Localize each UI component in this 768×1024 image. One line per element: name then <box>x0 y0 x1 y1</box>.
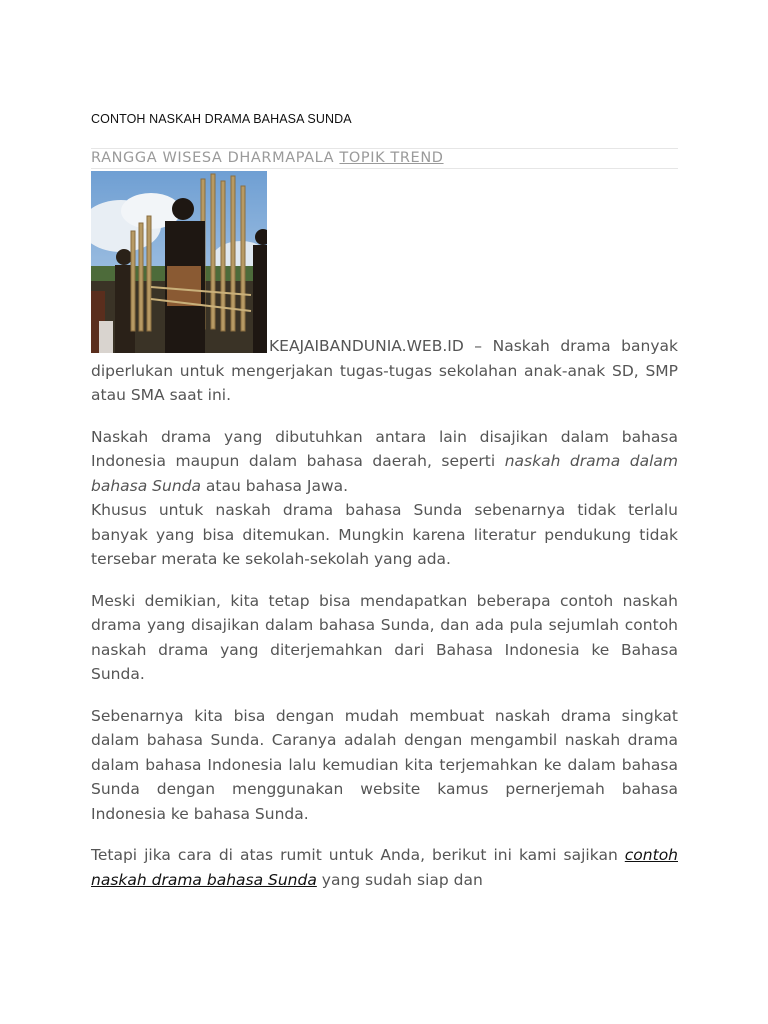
source-site: KEAJAIBANDUNIA.WEB.ID <box>269 337 464 355</box>
paragraph-5: Sebenarnya kita bisa dengan mudah membuat naskah drama singkat dalam bahasa Sunda. Caranya adalah dengan mengambil naskah drama dalam bahasa Indonesia lalu kemudian kita terjemahkan ke dalam bahasa Sunda dengan menggunakan website kamus pernerjemah bahasa Indonesia ke bahasa Sunda. <box>91 706 678 823</box>
paragraph-1: KEAJAIBANDUNIA.WEB.ID – Naskah drama banyak diperlukan untuk mengerjakan tugas-tugas sekolahan anak-anak SD, SMP atau SMA saat ini. <box>91 337 678 404</box>
document-title: CONTOH NASKAH DRAMA BAHASA SUNDA <box>91 112 352 126</box>
italic-phrase: naskah drama dalam bahasa Sunda <box>91 452 678 495</box>
byline <box>91 148 678 169</box>
article-photo <box>91 171 267 353</box>
article-link[interactable]: contoh naskah drama bahasa Sunda <box>91 846 678 889</box>
author-name: RANGGA WISESA DHARMAPALA <box>91 150 335 166</box>
article-body <box>91 334 678 909</box>
paragraph-3: Khusus untuk naskah drama bahasa Sunda sebenarnya tidak terlalu banyak yang bisa ditemukan. Mungkin karena literatur pendukung tidak tersebar merata ke sekolah-sekolah yang ada. <box>91 501 678 568</box>
paragraph-2: Naskah drama yang dibutuhkan antara lain disajikan dalam bahasa Indonesia maupun dalam bahasa daerah, seperti naskah drama dalam bahasa Sunda atau bahasa Jawa. <box>91 427 678 495</box>
paragraph-4: Meski demikian, kita tetap bisa mendapatkan beberapa contoh naskah drama yang disajikan dalam bahasa Sunda, dan ada pula sejumlah contoh naskah drama yang diterjemahkan dari Bahasa Indonesia ke Bahasa Sunda. <box>91 591 678 683</box>
category-link[interactable]: TOPIK TREND <box>339 150 444 166</box>
paragraph-6: Tetapi jika cara di atas rumit untuk Anda, berikut ini kami sajikan contoh naskah drama bahasa Sunda yang sudah siap dan <box>91 846 678 889</box>
